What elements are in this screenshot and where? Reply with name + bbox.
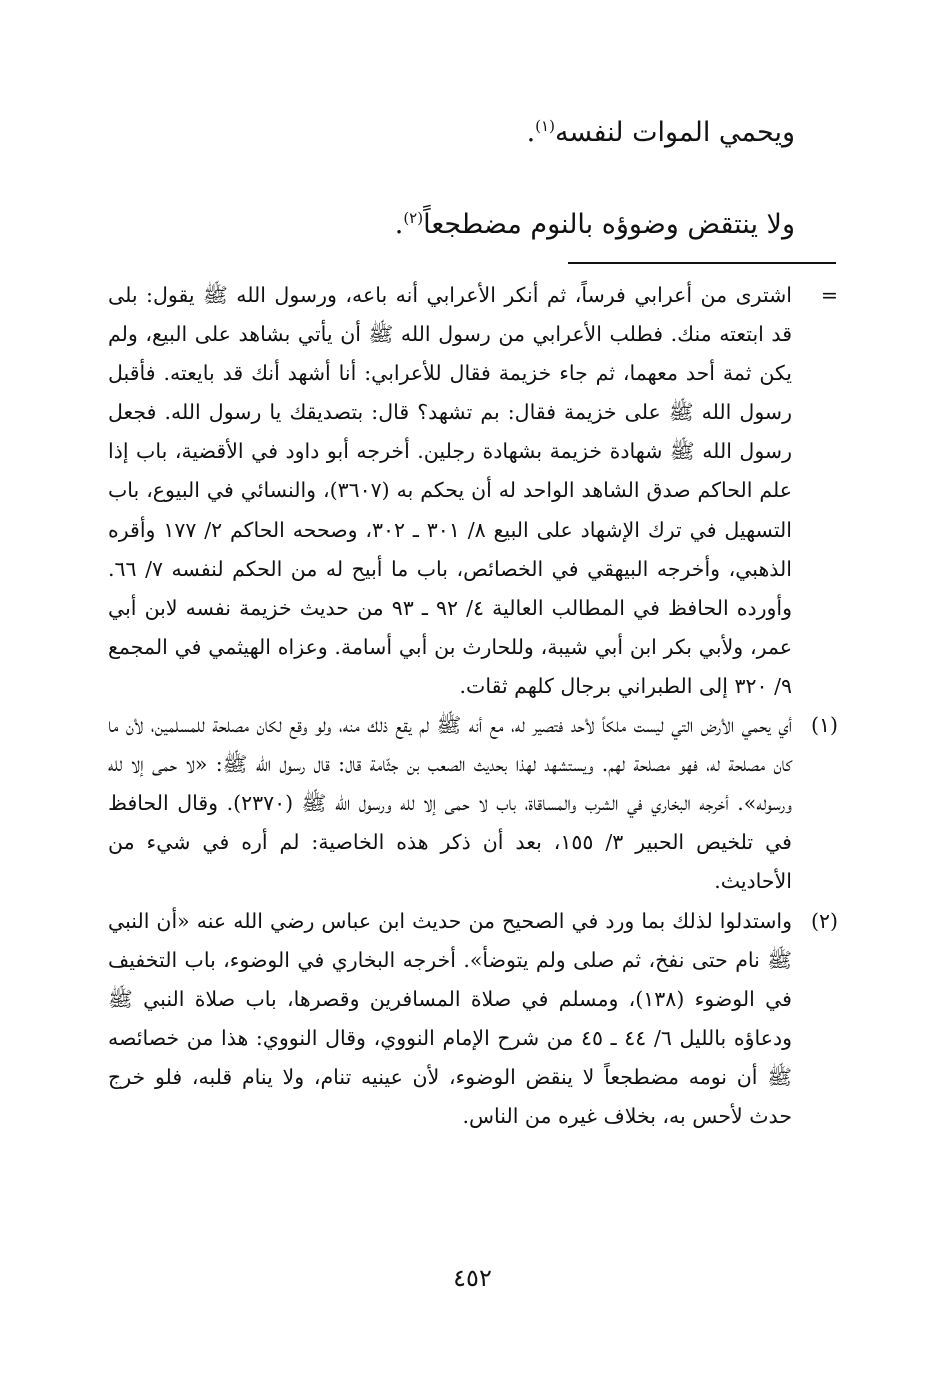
footnote-text: أي يحمي الأرض التي ليست ملكاً لأحد فتصير له، مع أنه ﷺ لم يقع ذلك منه، ولو وقع لكان مصلحة للمسلمين، لأن ما كان مصلحة له، فهو مصلحة لهم. ويستشهد لهذا بحديث الصعب بن جثّامة قال: قال رسول الله ﷺ: «لا حمى إلا لله ورسوله». أخرجه البخاري في الشرب والمساقاة، باب لا حمى إلا لله ورسول الله ﷺ (٢٣٧٠). وقال الحافظ في تلخيص الحبير ٣/ ١٥٥، بعد أن ذكر هذه الخاصية: لم أره في شيء من الأحاديث. (108, 713, 792, 894)
verse-text: ولا ينتقض وضوؤه بالنوم مضطجعاً (423, 209, 795, 240)
footnote-separator (568, 262, 836, 264)
footnote-number: (٢) (810, 908, 838, 933)
footnote-2 (108, 902, 838, 1137)
verse-line-2 (115, 205, 795, 245)
footnote-ref: (٢) (403, 209, 424, 227)
verse-line-1 (115, 113, 795, 153)
footnotes (108, 276, 838, 1136)
verse-text: ويحمي الموات لنفسه (554, 117, 795, 148)
page-number: ٤٥٢ (453, 1264, 492, 1292)
footnote-text: اشترى من أعرابي فرساً، ثم أنكر الأعرابي أنه باعه، ورسول الله ﷺ يقول: بلى قد ابتعته منك. فطلب الأعرابي من رسول الله ﷺ أن يأتي بشاهد على البيع، ولم يكن ثمة أحد معهما، ثم جاء خزيمة فقال للأعرابي: أنا أشهد أنك قد بايعته. فأقبل رسول الله ﷺ على خزيمة فقال: بم تشهد؟ قال: بتصديقك يا رسول الله. فجعل رسول الله ﷺ شهادة خزيمة بشهادة رجلين. أخرجه أبو داود في الأقضية، باب إذا علم الحاكم صدق الشاهد الواحد له أن يحكم به (٣٦٠٧)، والنسائي في البيوع، باب التسهيل في ترك الإشهاد على البيع ٨/ ٣٠١ ـ ٣٠٢، وصححه الحاكم ٢/ ١٧٧ وأقره الذهبي، وأخرجه البيهقي في الخصائص، باب ما أبيح له من الحكم لنفسه ٧/ ٦٦. وأورده الحافظ في المطالب العالية ٤/ ٩٢ ـ ٩٣ من حديث خزيمة نفسه لابن أبي عمر، ولأبي بكر ابن أبي شيبة، وللحارث بن أبي أسامة. وعزاه الهيثمي في المجمع ٩/ ٣٢٠ إلى الطبراني برجال كلهم ثقات. (108, 283, 792, 698)
footnote-1 (108, 706, 838, 901)
footnote-ref: (١) (535, 117, 555, 135)
continuation-mark: = (820, 283, 838, 307)
footnote-number: (١) (810, 713, 838, 738)
footnote-text: واستدلوا لذلك بما ورد في الصحيح من حديث ابن عباس رضي الله عنه «أن النبي ﷺ نام حتى نفخ، ثم صلى ولم يتوضأ». أخرجه البخاري في الوضوء، باب التخفيف في الوضوء (١٣٨)، ومسلم في صلاة المسافرين وقصرها، باب صلاة النبي ﷺ ودعاؤه بالليل ٦/ ٤٤ ـ ٤٥ من شرح الإمام النووي، وقال النووي: هذا من خصائصه ﷺ أن نومه مضطجعاً لا ينقض الوضوء، لأن عينيه تنام، ولا ينام قلبه، فلو خرج حدث لأحس به، بخلاف غيره من الناس. (108, 908, 792, 1128)
footnote-continued (108, 276, 838, 706)
verse-end: . (526, 117, 536, 148)
verse-end: . (394, 209, 404, 240)
